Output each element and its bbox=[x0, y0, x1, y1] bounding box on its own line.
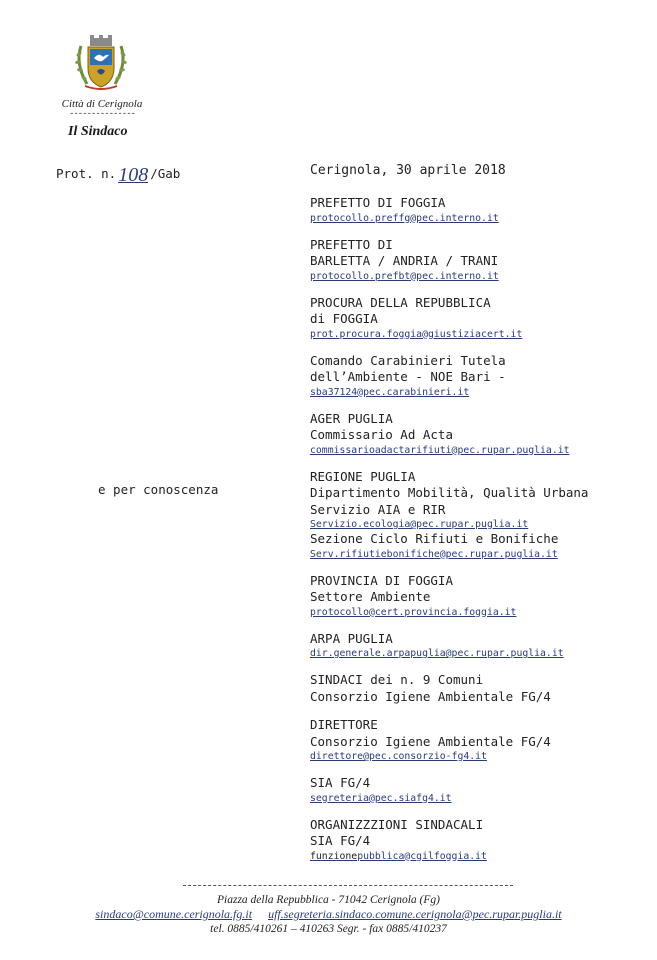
recipient-email-link[interactable]: segreteria@pec.siafg4.it bbox=[310, 792, 452, 804]
recipient-email-link[interactable]: protocollo.prefbt@pec.interno.it bbox=[310, 270, 499, 282]
recipient-block bbox=[310, 775, 650, 805]
protocol-prefix: Prot. n. bbox=[56, 166, 117, 181]
recipient-name: SIA FG/4 bbox=[310, 833, 371, 848]
letterhead-divider: --------------- bbox=[68, 109, 135, 119]
recipient-subsection: Sezione Ciclo Rifiuti e Bonifiche bbox=[310, 531, 559, 546]
recipient-block bbox=[310, 353, 650, 399]
recipient-email-link[interactable]: commissarioadactarifiuti@pec.rupar.puglia.it bbox=[310, 444, 570, 456]
recipient-block bbox=[310, 469, 650, 561]
recipient-block bbox=[310, 817, 650, 863]
recipient-email-link[interactable]: dir.generale.arpapuglia@pec.rupar.puglia.it bbox=[310, 648, 564, 659]
recipient-block bbox=[310, 411, 650, 457]
recipient-email-link[interactable]: prot.procura.foggia@giustiziacert.it bbox=[310, 328, 523, 340]
recipient-list bbox=[310, 195, 650, 875]
recipient-email-link[interactable]: sba37124@pec.carabinieri.it bbox=[310, 386, 470, 398]
recipient-email-link[interactable] bbox=[310, 850, 650, 863]
recipient-name: SIA FG/4 bbox=[310, 775, 371, 790]
footer-email-link[interactable]: sindaco@comune.cerignola.fg.it bbox=[95, 907, 253, 921]
recipient-block bbox=[310, 195, 650, 225]
email-prefix-text: funzione bbox=[310, 850, 358, 862]
recipient-block bbox=[310, 672, 650, 705]
recipient-name: PREFETTO DI FOGGIA bbox=[310, 195, 446, 210]
recipient-name: Consorzio Igiene Ambientale FG/4 bbox=[310, 688, 551, 704]
recipient-block bbox=[310, 631, 650, 661]
cc-label: e per conoscenza bbox=[98, 482, 219, 497]
recipient-name: PROVINCIA DI FOGGIA bbox=[310, 572, 453, 588]
recipient-name: REGIONE PUGLIA bbox=[310, 468, 416, 484]
recipient-block bbox=[310, 237, 650, 283]
recipient-name: Settore Ambiente bbox=[310, 589, 431, 604]
recipient-name: Servizio AIA e RIR bbox=[310, 501, 446, 517]
recipient-name: Commissario Ad Acta bbox=[310, 427, 453, 442]
recipient-name: dell’Ambiente - NOE Bari - bbox=[310, 369, 506, 384]
date-line: Cerignola, 30 aprile 2018 bbox=[310, 163, 506, 178]
footer-phones: tel. 0885/410261 – 410263 Segr. - fax 0885/410237 bbox=[210, 923, 447, 935]
footer-divider bbox=[183, 885, 513, 886]
recipient-email-link[interactable]: protocollo@cert.provincia.foggia.it bbox=[310, 606, 517, 618]
recipient-name: Dipartimento Mobilità, Qualità Urbana bbox=[310, 485, 589, 500]
recipient-name: ARPA PUGLIA bbox=[310, 630, 393, 646]
footer-emails bbox=[0, 907, 657, 922]
recipient-name: PREFETTO DI bbox=[310, 236, 393, 252]
recipient-name: DIRETTORE bbox=[310, 717, 378, 732]
recipient-name: Comando Carabinieri Tutela bbox=[310, 352, 506, 368]
recipient-name: SINDACI dei n. 9 Comuni bbox=[310, 672, 484, 687]
protocol-suffix: /Gab bbox=[150, 166, 181, 181]
recipient-name: Consorzio Igiene Ambientale FG/4 bbox=[310, 733, 551, 749]
recipient-name: PROCURA DELLA REPUBBLICA bbox=[310, 294, 491, 310]
recipient-block bbox=[310, 295, 650, 341]
protocol-handwritten-number: 108 bbox=[118, 164, 149, 186]
office-title: Il Sindaco bbox=[68, 124, 128, 139]
recipient-block bbox=[310, 717, 650, 763]
recipient-name: di FOGGIA bbox=[310, 311, 378, 326]
footer-pec-email-link[interactable]: uff.segreteria.sindaco.comune.cerignola@pec.rupar.puglia.it bbox=[268, 907, 562, 921]
recipient-name: BARLETTA / ANDRIA / TRANI bbox=[310, 253, 499, 268]
email-link-text[interactable]: pubblica@cgilfoggia.it bbox=[357, 850, 487, 862]
city-name: Città di Cerignola bbox=[61, 98, 143, 110]
recipient-email-link[interactable]: Servizio.ecologia@pec.rupar.puglia.it bbox=[310, 519, 529, 530]
recipient-email-link[interactable]: Serv.rifiutiebonifiche@pec.rupar.puglia.it bbox=[310, 548, 558, 560]
recipient-email-link[interactable]: protocollo.preffg@pec.interno.it bbox=[310, 212, 499, 224]
footer-address: Piazza della Repubblica - 71042 Cerignola (Fg) bbox=[217, 894, 440, 906]
recipient-email-link[interactable]: direttore@pec.consorzio-fg4.it bbox=[310, 751, 487, 762]
protocol-number bbox=[56, 164, 181, 186]
footer bbox=[0, 893, 657, 936]
city-crest-logo bbox=[73, 34, 129, 92]
recipient-name: AGER PUGLIA bbox=[310, 410, 393, 426]
recipient-block bbox=[310, 573, 650, 619]
recipient-name: ORGANIZZZIONI SINDACALI bbox=[310, 816, 484, 832]
